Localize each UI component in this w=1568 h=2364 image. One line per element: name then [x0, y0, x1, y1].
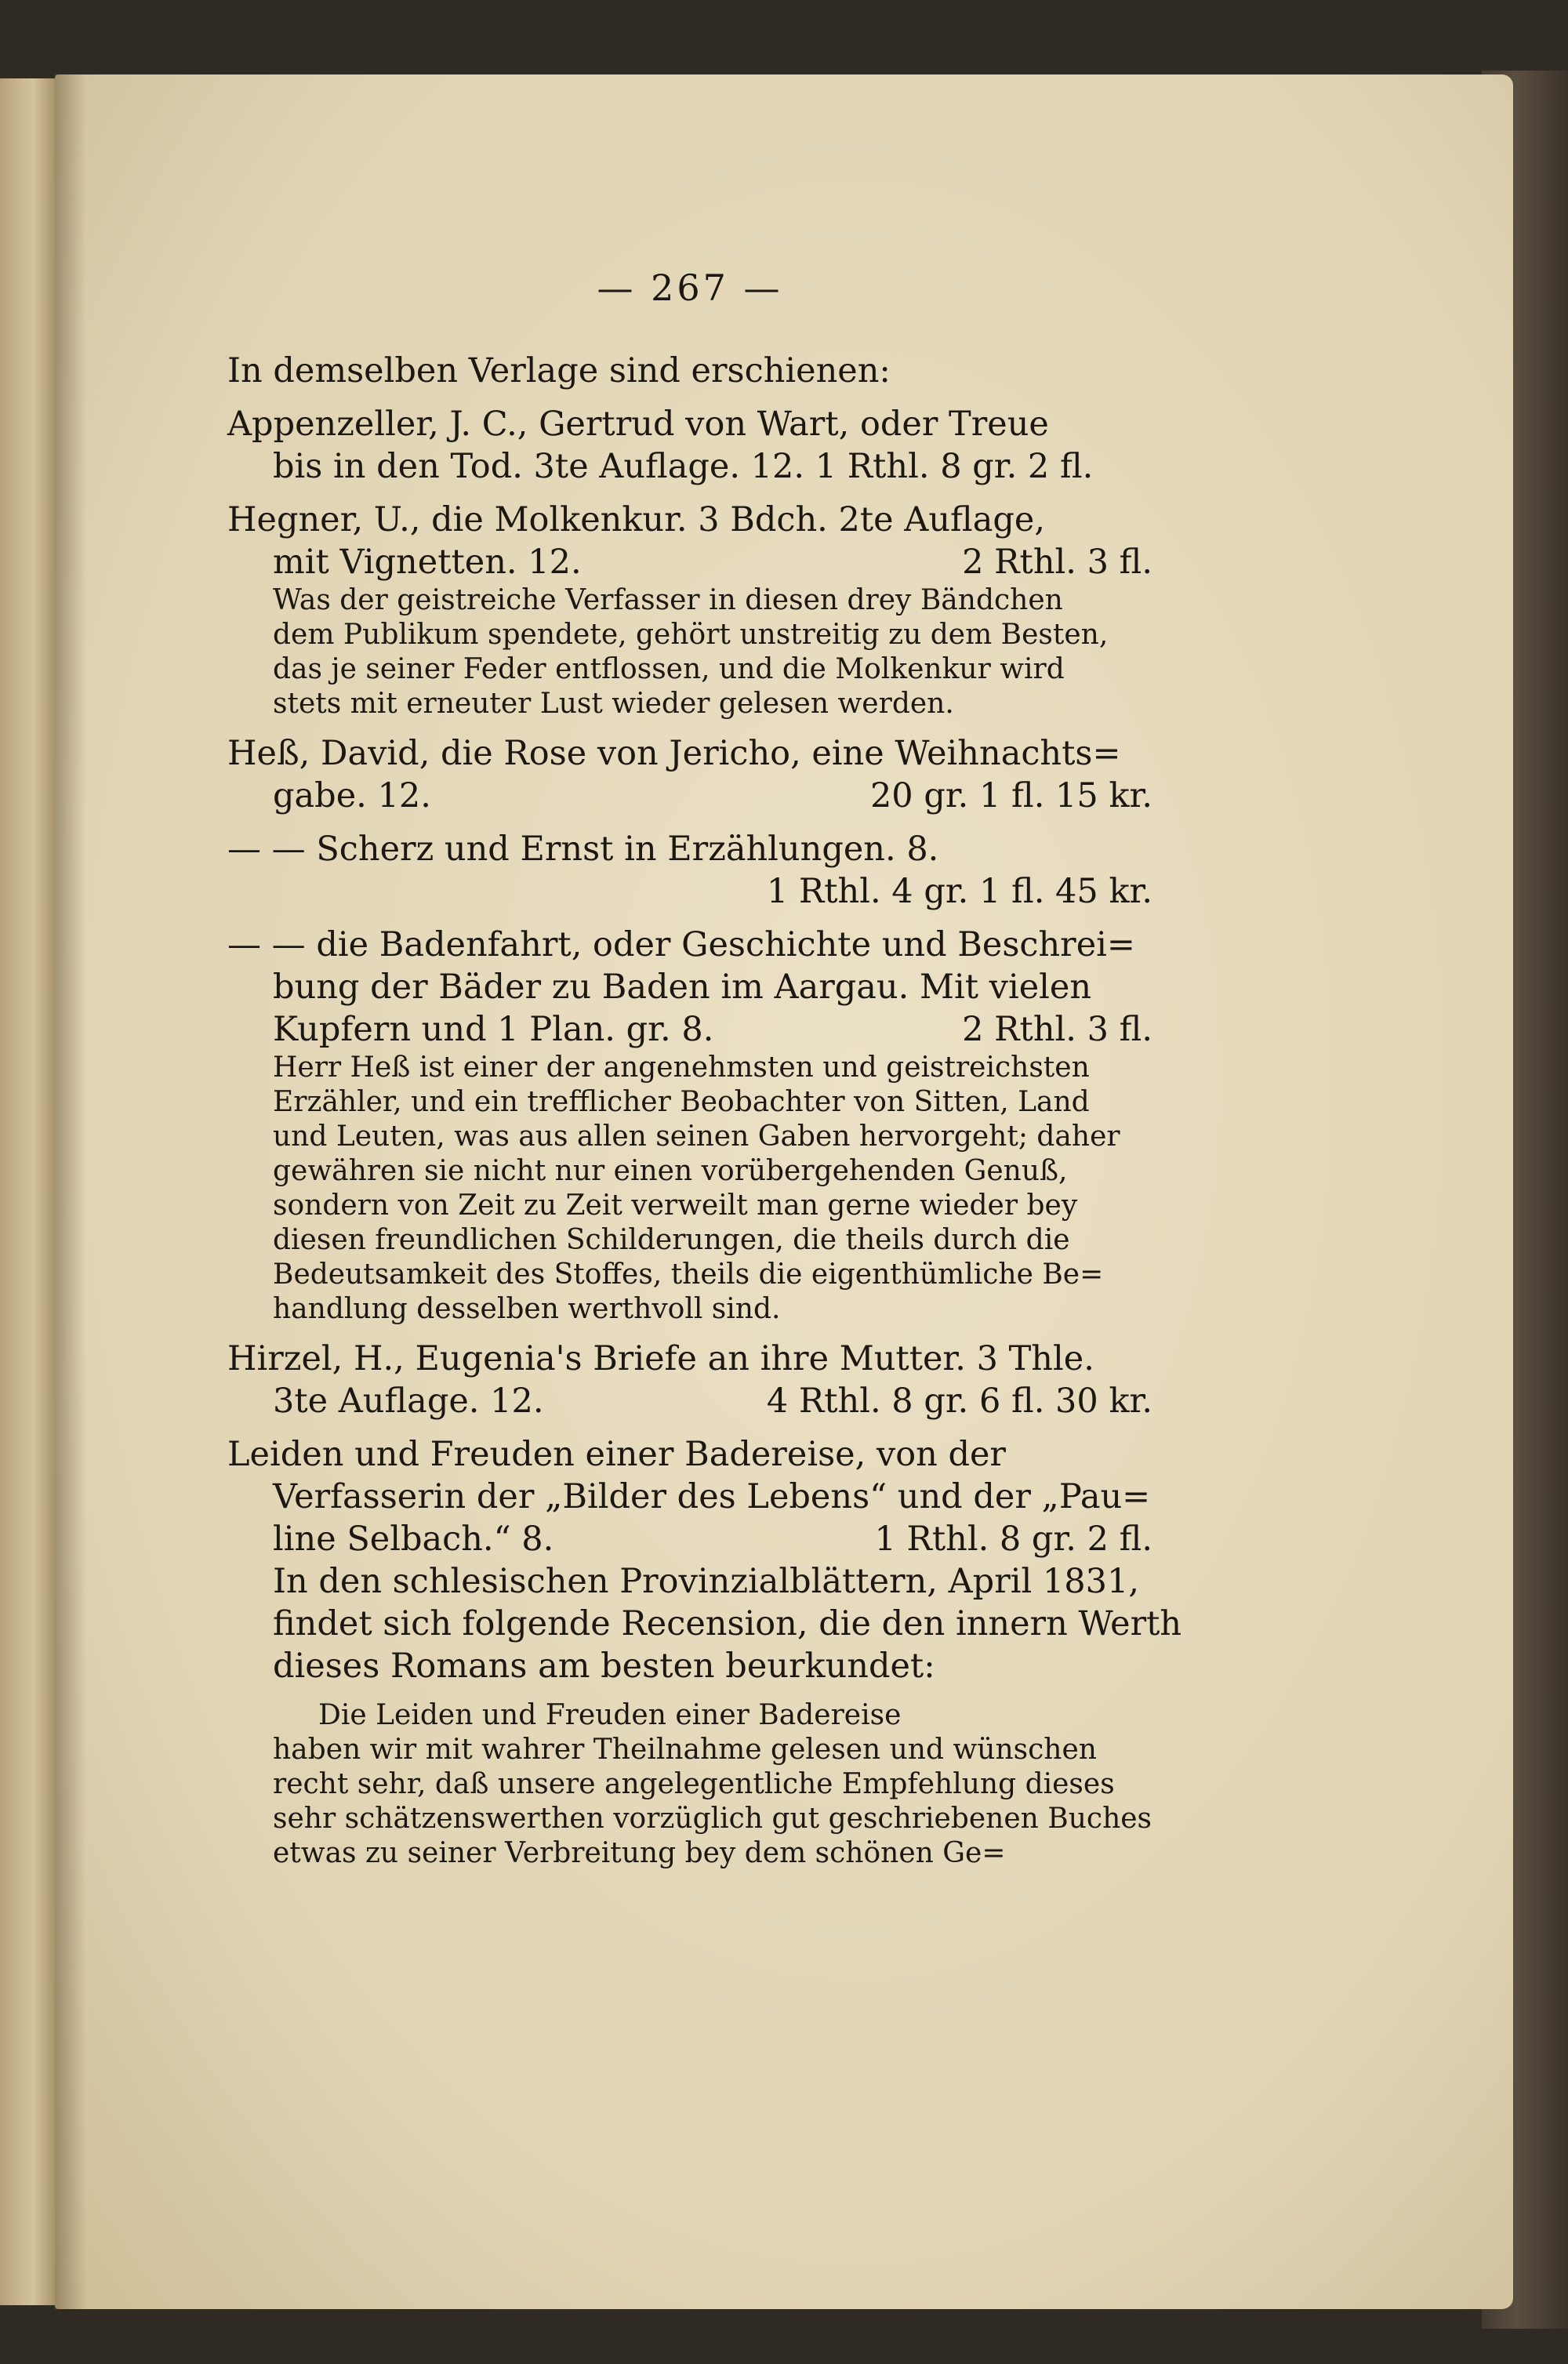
recension-intro: [227, 1560, 1182, 1687]
entry-line: 3te Auflage. 12.: [273, 1382, 544, 1421]
heading: In demselben Verlage sind erschienen:: [227, 351, 891, 390]
closing-line: findet sich folgende Recension, die den innern Werth: [273, 1604, 1182, 1643]
entry-line: bis in den Tod. 3te Auflage. 12. 1 Rthl. 8 gr. 2 fl.: [273, 447, 1094, 486]
catalog-entry-hirzel: [227, 1338, 1152, 1422]
entry-price: 2 Rthl. 3 fl.: [962, 1010, 1152, 1049]
left-page-edge: [0, 78, 55, 2305]
review-line: stets mit erneuter Lust wieder gelesen werden.: [273, 688, 954, 720]
entry-line: — — die Badenfahrt, oder Geschichte und Beschrei=: [227, 925, 1135, 964]
recension-quote: [227, 1698, 1152, 1871]
catalog-entry-hegner: [227, 499, 1152, 721]
entry-line: Hirzel, H., Eugenia's Briefe an ihre Mutter. 3 Thle.: [227, 1339, 1094, 1378]
closing-line: In den schlesischen Provinzialblättern, April 1831,: [273, 1562, 1140, 1601]
entry-price: 1 Rthl. 8 gr. 2 fl.: [874, 1520, 1152, 1559]
entry-line: line Selbach.“ 8.: [273, 1520, 554, 1559]
entry-line: Kupfern und 1 Plan. gr. 8.: [273, 1010, 714, 1049]
review-line: gewähren sie nicht nur einen vorübergehenden Genuß,: [273, 1155, 1068, 1187]
page-number: — 267 —: [597, 267, 783, 309]
entry-line: mit Vignetten. 12.: [273, 543, 582, 582]
entry-line: Hegner, U., die Molkenkur. 3 Bdch. 2te Auflage,: [227, 500, 1045, 539]
review-line: handlung desselben werthvoll sind.: [273, 1293, 781, 1325]
catalog-entry-leiden-und-freuden: [227, 1433, 1152, 1560]
review-line: Herr Heß ist einer der angenehmsten und geistreichsten: [273, 1051, 1090, 1084]
review-line: Was der geistreiche Verfasser in diesen drey Bändchen: [273, 584, 1063, 616]
review-line: dem Publikum spendete, gehört unstreitig zu dem Besten,: [273, 619, 1109, 651]
catalog-entry-hess-scherz: [227, 828, 1152, 913]
quote-line: haben wir mit wahrer Theilnahme gelesen und wünschen: [273, 1734, 1097, 1766]
review-line: und Leuten, was aus allen seinen Gaben hervorgeht; daher: [273, 1120, 1120, 1153]
review-line: Erzähler, und ein trefflicher Beobachter von Sitten, Land: [273, 1086, 1090, 1118]
entry-line: Leiden und Freuden einer Badereise, von der: [227, 1435, 1006, 1474]
catalog-entry-appenzeller: [227, 403, 1152, 488]
entry-price: 2 Rthl. 3 fl.: [962, 543, 1152, 582]
review-line: diesen freundlichen Schilderungen, die theils durch die: [273, 1224, 1070, 1256]
review-line: Bedeutsamkeit des Stoffes, theils die eigenthümliche Be=: [273, 1258, 1104, 1291]
entry-price: 20 gr. 1 fl. 15 kr.: [869, 776, 1152, 815]
entry-price: 4 Rthl. 8 gr. 6 fl. 30 kr.: [766, 1382, 1152, 1421]
quote-line: recht sehr, daß unsere angelegentliche Empfehlung dieses: [273, 1768, 1115, 1800]
entry-price: 1 Rthl. 4 gr. 1 fl. 45 kr.: [766, 872, 1152, 911]
review-line: sondern von Zeit zu Zeit verweilt man gerne wieder bey: [273, 1189, 1078, 1222]
entry-line: Heß, David, die Rose von Jericho, eine Weihnachts=: [227, 734, 1121, 773]
entry-line: — — Scherz und Ernst in Erzählungen. 8.: [227, 830, 939, 869]
entry-line: bung der Bäder zu Baden im Aargau. Mit vielen: [273, 968, 1092, 1007]
entry-line: Appenzeller, J. C., Gertrud von Wart, oder Treue: [227, 405, 1049, 444]
catalog-entry-hess-rose: [227, 732, 1152, 817]
entry-line: gabe. 12.: [273, 776, 431, 815]
closing-line: dieses Romans am besten beurkundet:: [273, 1647, 935, 1686]
page-content: [227, 267, 1182, 1871]
quote-line: Die Leiden und Freuden einer Badereise: [318, 1699, 902, 1731]
page-gutter-shadow: [55, 74, 86, 2309]
quote-line: etwas zu seiner Verbreitung bey dem schönen Ge=: [273, 1837, 1006, 1869]
catalog-entry-hess-badenfahrt: [227, 924, 1152, 1327]
review-line: das je seiner Feder entflossen, und die Molkenkur wird: [273, 653, 1065, 685]
entry-line: Verfasserin der „Bilder des Lebens“ und der „Pau=: [273, 1477, 1151, 1516]
quote-line: sehr schätzenswerthen vorzüglich gut geschriebenen Buches: [273, 1803, 1152, 1835]
